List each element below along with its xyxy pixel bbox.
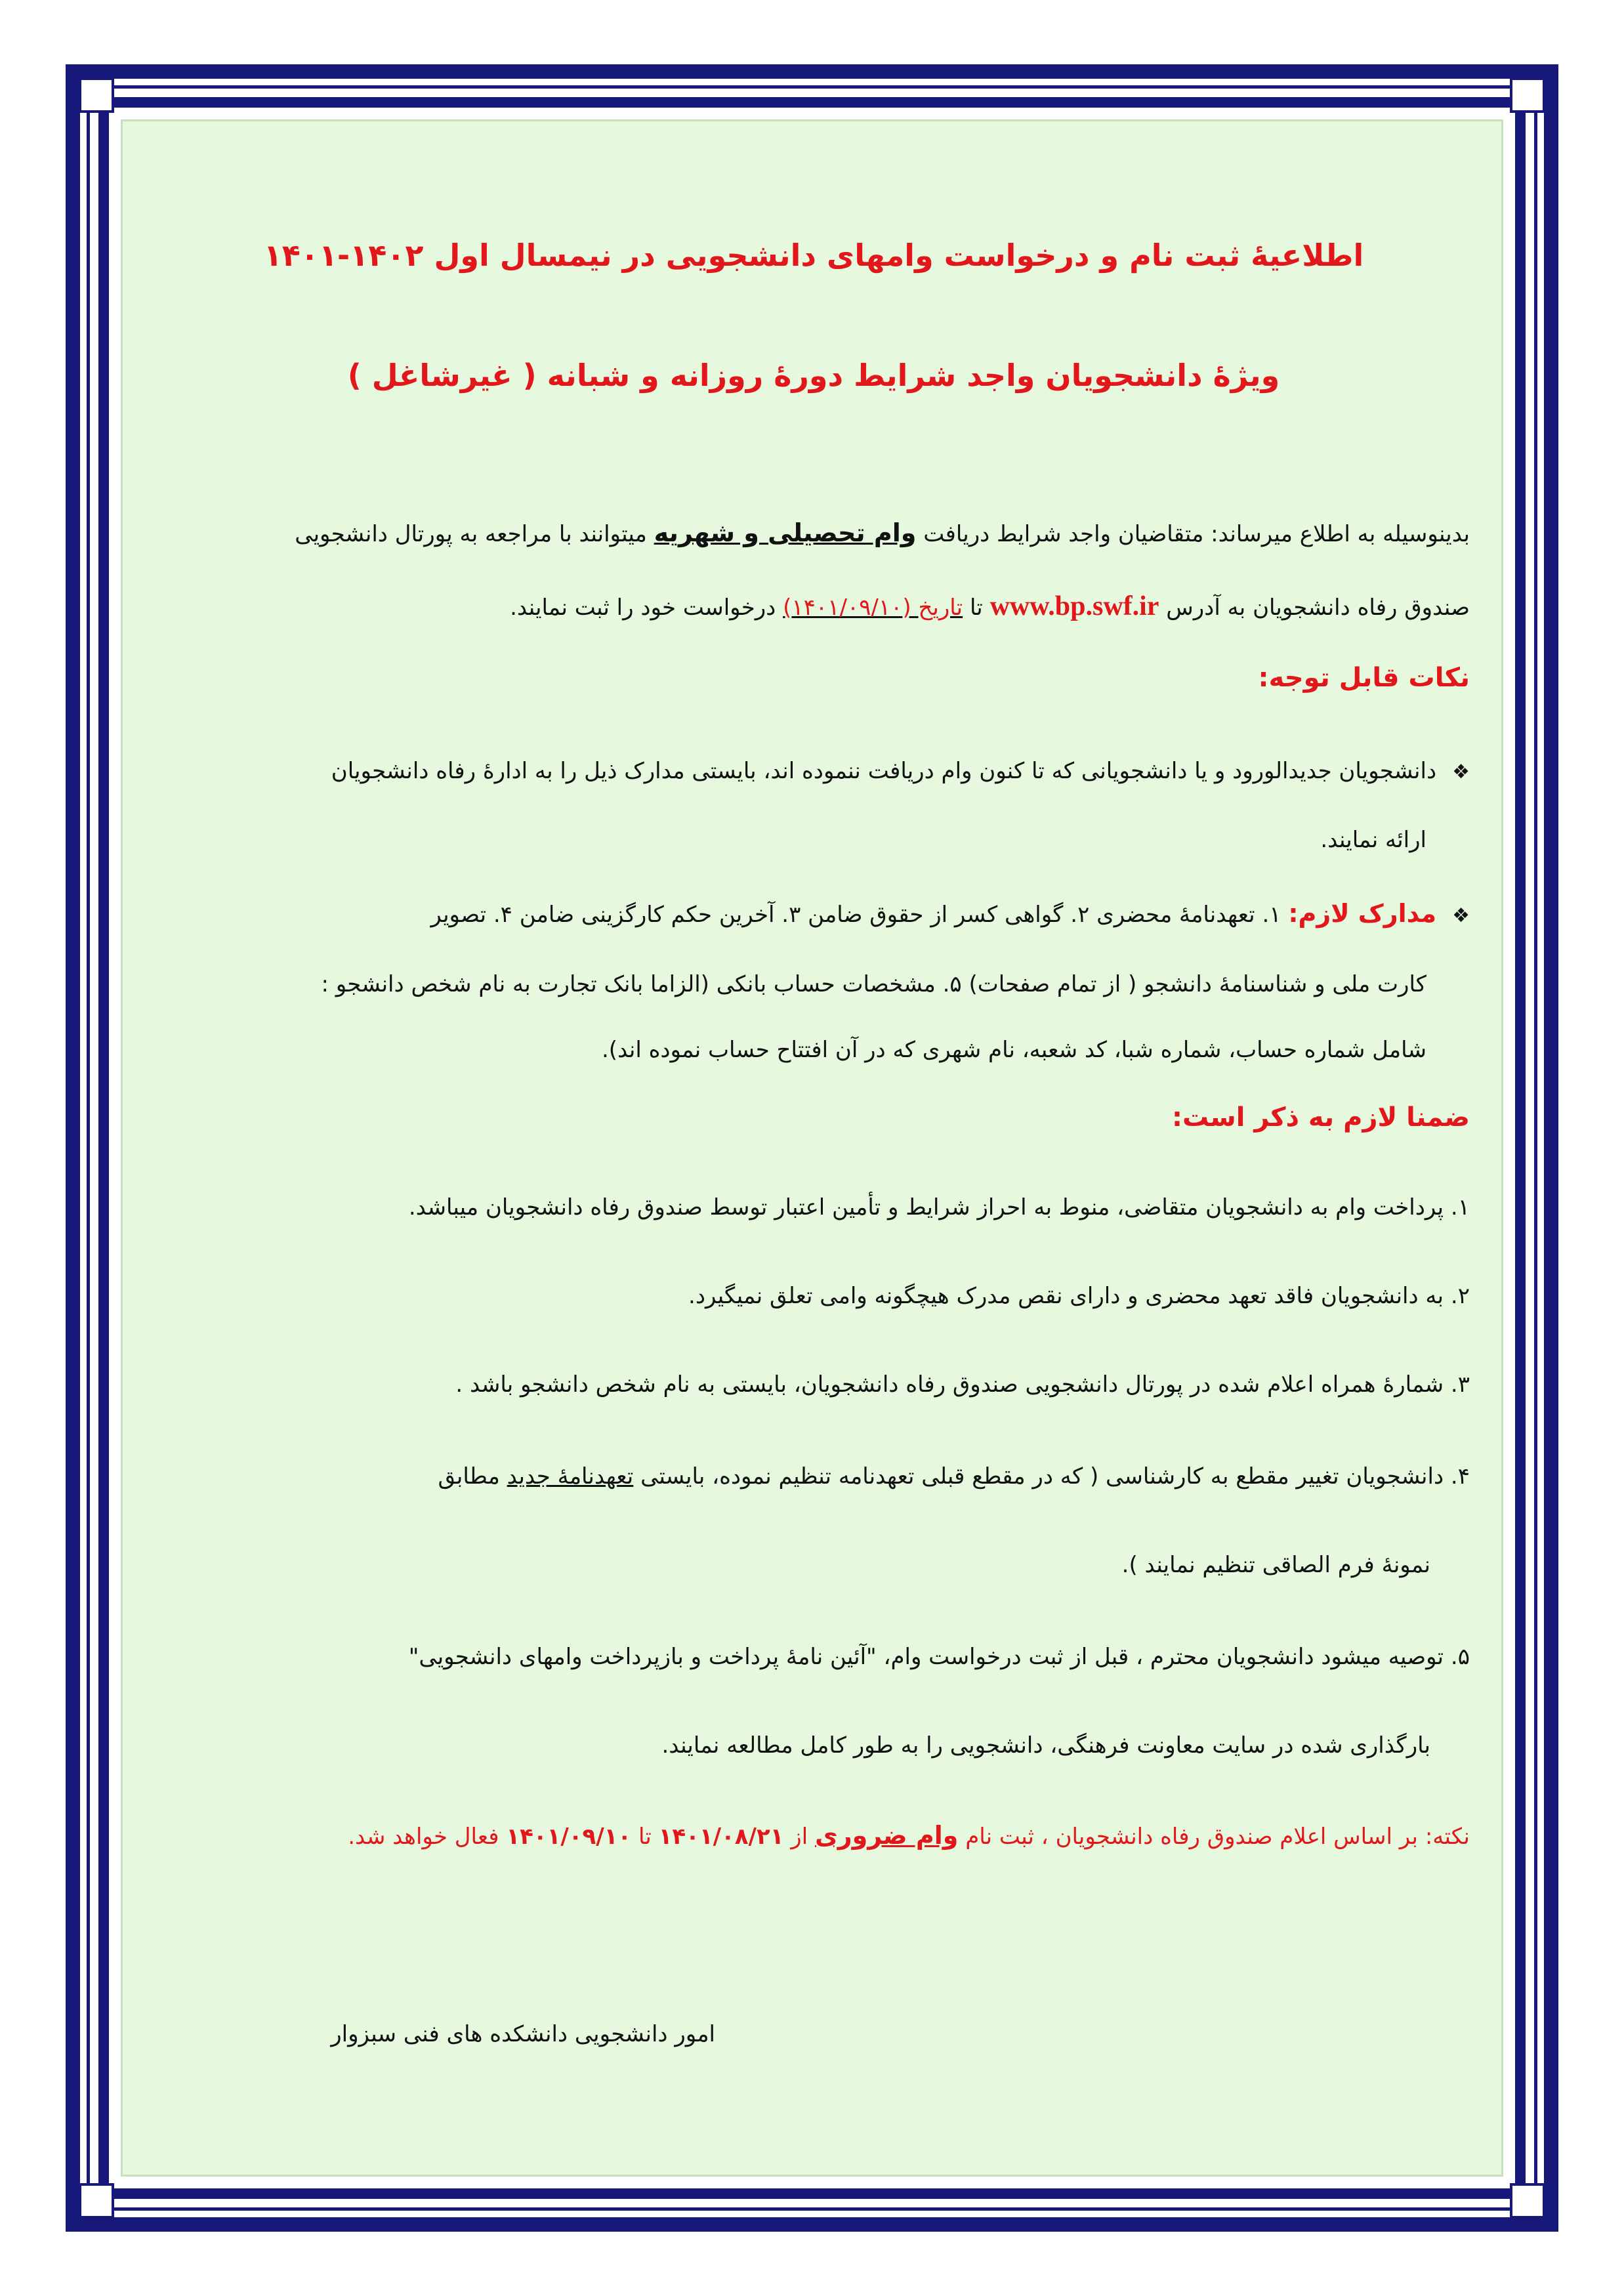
corner-ornament-bottom-right (1510, 2183, 1545, 2219)
required-docs-line-1 (157, 899, 1470, 928)
required-docs-line-3 (157, 1037, 1470, 1063)
intro-text: تا (963, 595, 990, 621)
corner-ornament-top-left (79, 77, 114, 113)
note-text: تا (631, 1824, 659, 1850)
title-line-2: ویژهٔ دانشجویان واجد شرایط دورهٔ روزانه و شبانه ( غیرشاغل ) (347, 358, 1280, 393)
document-paper (121, 119, 1503, 2177)
note-text: فعال خواهد شد. (348, 1824, 507, 1850)
notes-item-1-line-1 (157, 758, 1470, 784)
also-item-1: ۱. پرداخت وام به دانشجویان متقاضی، منوط به احراز شرایط و تأمین اعتبار توسط صندوق رفاه دانشجویان میباشد. (408, 1194, 1470, 1221)
intro-line-2 (157, 591, 1470, 622)
also-item-2: ۲. به دانشجویان فاقد تعهد محضری و دارای نقص مدرک هیچگونه وامی تعلق نمیگیرد. (688, 1283, 1470, 1309)
notes-item-text: ارائه نمایند. (1320, 827, 1426, 853)
signature-text: امور دانشجویی دانشکده های فنی سبزوار (331, 2021, 715, 2047)
required-docs-text: شامل شماره حساب، شماره شبا، کد شعبه، نام شهری که در آن افتتاح حساب نموده اند). (601, 1037, 1426, 1063)
note-text: نکته: بر اساس اعلام صندوق رفاه دانشجویان ، ثبت نام (958, 1824, 1470, 1850)
loan-type: وام تحصیلی و شهریه (654, 518, 917, 547)
emergency-loan-note (157, 1821, 1470, 1850)
required-docs-line-2 (157, 971, 1470, 997)
notes-item-text: دانشجویان جدیدالورود و یا دانشجویانی که تا کنون وام دریافت ننموده اند، بایستی مدارک ذیل را به ادارهٔ رفاه دانشجویان (331, 758, 1437, 784)
note-text: از (783, 1824, 815, 1850)
corner-ornament-top-right (1510, 77, 1545, 113)
signature (157, 2021, 715, 2047)
deadline-date (783, 595, 963, 621)
also-item-4-line-2: نمونهٔ فرم الصاقی تنظیم نمایند ). (1121, 1552, 1430, 1578)
also-item-text: مطابق (438, 1463, 507, 1490)
notes-item-1-line-2 (157, 827, 1470, 853)
intro-text: میتوانند با مراجعه به پورتال دانشجویی (295, 521, 654, 547)
also-item-text: ۴. دانشجویان تغییر مقطع به کارشناسی ( که در مقطع قبلی تعهدنامه تنظیم نموده، بایستی (633, 1463, 1470, 1490)
new-commitment-text: تعهدنامهٔ جدید (507, 1463, 634, 1490)
diamond-bullet-icon: ❖ (1452, 904, 1470, 927)
required-docs-text: ۱. تعهدنامهٔ محضری ۲. گواهی کسر از حقوق ضامن ۳. آخرین حکم کارگزینی ضامن ۴. تصویر (430, 902, 1289, 928)
also-heading: ضمنا لازم به ذکر است: (1172, 1102, 1470, 1133)
corner-ornament-bottom-left (79, 2183, 114, 2219)
title-line-1: اطلاعیهٔ ثبت نام و درخواست وامهای دانشجویی در نیمسال اول ۱۴۰۲-۱۴۰۱ (263, 238, 1364, 273)
diamond-bullet-icon: ❖ (1452, 761, 1470, 783)
required-docs-text: کارت ملی و شناسنامهٔ دانشجو ( از تمام صفحات) ۵. مشخصات حساب بانکی (الزاما بانک تجارت به نام شخص دانشجو : (321, 971, 1426, 997)
required-docs-label: مدارک لازم: (1288, 899, 1437, 928)
also-item-3: ۳. شمارهٔ همراه اعلام شده در پورتال دانشجویی صندوق رفاه دانشجویان، بایستی به نام شخص دانشجو باشد . (455, 1371, 1470, 1398)
also-item-5-line-1: ۵. توصیه میشود دانشجویان محترم ، قبل از ثبت درخواست وام، "آئین نامهٔ پرداخت و بازپرداخت وامهای دانشجویی" (408, 1644, 1470, 1670)
intro-text: صندوق رفاه دانشجویان به آدرس (1159, 595, 1470, 621)
note-date-to: ۱۴۰۱/۰۹/۱۰ (506, 1824, 632, 1850)
deadline-label: تاریخ (۱۴۰۱/۰۹/۱۰) (783, 595, 963, 621)
also-item-5-line-2: بارگذاری شده در سایت معاونت فرهنگی، دانشجویی را به طور کامل مطالعه نمایند. (661, 1732, 1430, 1759)
emergency-loan-label: وام ضروری (814, 1821, 959, 1850)
intro-line-1 (157, 518, 1470, 547)
intro-text: درخواست خود را ثبت نمایند. (510, 595, 783, 621)
note-date-from: ۱۴۰۱/۰۸/۲۱ (658, 1824, 784, 1850)
intro-text: بدینوسیله به اطلاع میرساند: متقاضیان واجد شرایط دریافت (916, 521, 1470, 547)
notes-heading: نکات قابل توجه: (1258, 663, 1470, 693)
portal-url-link[interactable]: www.bp.swf.ir (989, 591, 1159, 621)
also-item-4-line-1 (157, 1463, 1470, 1490)
